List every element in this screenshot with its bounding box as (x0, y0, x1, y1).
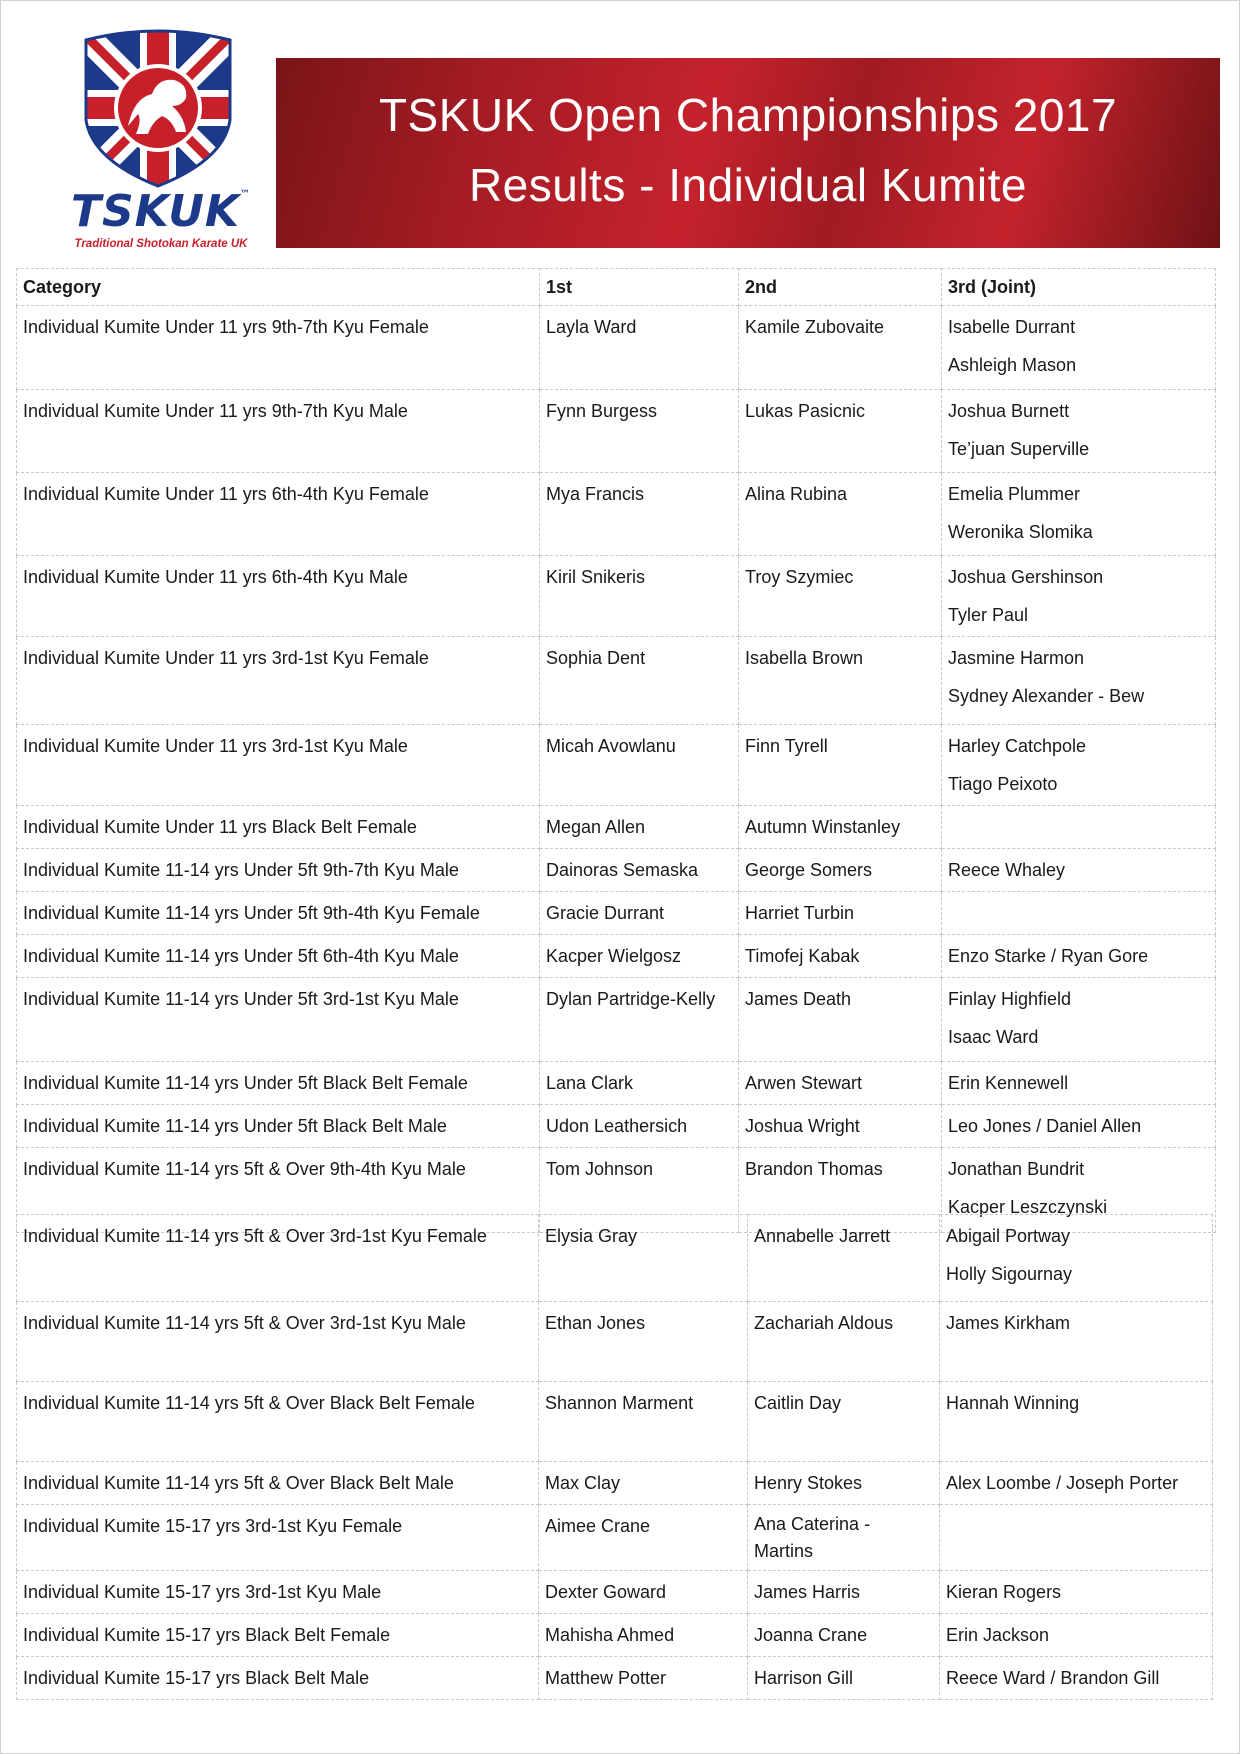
third-place-name: Harley Catchpole (948, 736, 1087, 756)
title-banner (276, 58, 1220, 248)
category-cell: Individual Kumite 15-17 yrs 3rd-1st Kyu Male (17, 1571, 539, 1614)
third-place-name: Alex Loombe / Joseph Porter (946, 1473, 1179, 1493)
third-place-cell (942, 849, 1216, 892)
third-place-name: Ashleigh Mason (948, 355, 1077, 375)
category-cell: Individual Kumite 15-17 yrs Black Belt Male (17, 1657, 539, 1700)
category-cell: Individual Kumite 11-14 yrs 5ft & Over Black Belt Male (17, 1462, 539, 1505)
third-place-cell (942, 892, 1216, 935)
category-cell: Individual Kumite Under 11 yrs Black Belt Female (17, 806, 540, 849)
shield-lion-icon (48, 28, 268, 188)
second-place-cell: Timofej Kabak (739, 935, 942, 978)
third-place-cell (942, 556, 1216, 637)
third-place-name: Jonathan Bundrit (948, 1159, 1085, 1179)
second-place-cell: Harriet Turbin (739, 892, 942, 935)
second-place-cell: James Death (739, 978, 942, 1062)
table-row (17, 637, 1216, 725)
table-row (17, 1062, 1216, 1105)
third-place-name: Abigail Portway (946, 1226, 1071, 1246)
third-place-name: Erin Jackson (946, 1625, 1050, 1645)
first-place-cell: Elysia Gray (539, 1215, 748, 1302)
table-row (17, 1657, 1213, 1700)
table-row (17, 978, 1216, 1062)
third-place-cell (940, 1215, 1213, 1302)
column-header-second: 2nd (739, 269, 942, 306)
second-place-cell: Lukas Pasicnic (739, 390, 942, 473)
first-place-cell: Shannon Marment (539, 1382, 748, 1462)
category-cell: Individual Kumite Under 11 yrs 6th-4th Kyu Female (17, 473, 540, 556)
first-place-cell: Tom Johnson (540, 1148, 739, 1233)
second-place-cell: Zachariah Aldous (748, 1302, 940, 1382)
second-place-cell: George Somers (739, 849, 942, 892)
second-place-cell: Joshua Wright (739, 1105, 942, 1148)
second-place-cell: Finn Tyrell (739, 725, 942, 806)
third-place-name: Weronika Slomika (948, 522, 1093, 542)
third-place-cell (940, 1382, 1213, 1462)
second-place-cell: Arwen Stewart (739, 1062, 942, 1105)
table-row (17, 473, 1216, 556)
table-row (17, 849, 1216, 892)
third-place-name: Emelia Plummer (948, 484, 1081, 504)
table-row (17, 1215, 1213, 1302)
page-subtitle: Results - Individual Kumite (468, 159, 1028, 211)
table-row (17, 1614, 1213, 1657)
category-cell: Individual Kumite Under 11 yrs 9th-7th Kyu Male (17, 390, 540, 473)
third-place-name: Joshua Burnett (948, 401, 1070, 421)
table-row (17, 556, 1216, 637)
category-cell: Individual Kumite 11-14 yrs 5ft & Over 3rd-1st Kyu Male (17, 1302, 539, 1382)
first-place-cell: Mahisha Ahmed (539, 1614, 748, 1657)
first-place-cell: Fynn Burgess (540, 390, 739, 473)
third-place-name: Kacper Leszczynski (948, 1197, 1108, 1217)
category-cell: Individual Kumite 11-14 yrs Under 5ft 9th-4th Kyu Female (17, 892, 540, 935)
third-place-cell (942, 1105, 1216, 1148)
first-place-cell: Lana Clark (540, 1062, 739, 1105)
third-place-name: Te’juan Superville (948, 439, 1090, 459)
category-cell: Individual Kumite 15-17 yrs 3rd-1st Kyu Female (17, 1505, 539, 1571)
third-place-name: Reece Whaley (948, 860, 1066, 880)
first-place-cell: Layla Ward (540, 306, 739, 390)
table-row (17, 892, 1216, 935)
table-row (17, 1462, 1213, 1505)
category-cell: Individual Kumite Under 11 yrs 9th-7th Kyu Female (17, 306, 540, 390)
logo-text: TSKUK (70, 186, 241, 237)
third-place-name: Reece Ward / Brandon Gill (946, 1668, 1160, 1688)
second-place-cell: Annabelle Jarrett (748, 1215, 940, 1302)
second-place-cell: Harrison Gill (748, 1657, 940, 1700)
category-cell: Individual Kumite 11-14 yrs Under 5ft 6th-4th Kyu Male (17, 935, 540, 978)
category-cell: Individual Kumite Under 11 yrs 3rd-1st Kyu Male (17, 725, 540, 806)
third-place-cell (942, 637, 1216, 725)
third-place-name: Jasmine Harmon (948, 648, 1085, 668)
third-place-name: Kieran Rogers (946, 1582, 1062, 1602)
first-place-cell: Udon Leathersich (540, 1105, 739, 1148)
third-place-cell (942, 390, 1216, 473)
third-place-name: Hannah Winning (946, 1393, 1080, 1413)
second-place-cell: Ana Caterina - Martins (748, 1505, 940, 1571)
first-place-cell: Mya Francis (540, 473, 739, 556)
second-place-cell: Henry Stokes (748, 1462, 940, 1505)
table-row (17, 725, 1216, 806)
second-place-cell: Alina Rubina (739, 473, 942, 556)
column-header-first: 1st (540, 269, 739, 306)
second-place-cell: Isabella Brown (739, 637, 942, 725)
logo-tagline: Traditional Shotokan Karate UK (74, 238, 248, 250)
third-place-name: Finlay Highfield (948, 989, 1072, 1009)
third-place-name: James Kirkham (946, 1313, 1071, 1333)
first-place-cell: Dylan Partridge-Kelly (540, 978, 739, 1062)
category-cell: Individual Kumite 11-14 yrs 5ft & Over Black Belt Female (17, 1382, 539, 1462)
tskuk-logo (48, 28, 268, 258)
first-place-cell: Max Clay (539, 1462, 748, 1505)
category-cell: Individual Kumite Under 11 yrs 3rd-1st Kyu Female (17, 637, 540, 725)
first-place-cell: Kiril Snikeris (540, 556, 739, 637)
table-row (17, 935, 1216, 978)
third-place-cell (942, 306, 1216, 390)
category-cell: Individual Kumite 11-14 yrs Under 5ft Black Belt Male (17, 1105, 540, 1148)
second-place-cell: Autumn Winstanley (739, 806, 942, 849)
first-place-cell: Sophia Dent (540, 637, 739, 725)
category-cell: Individual Kumite 11-14 yrs 5ft & Over 3rd-1st Kyu Female (17, 1215, 539, 1302)
second-place-cell: Troy Szymiec (739, 556, 942, 637)
third-place-cell (940, 1462, 1213, 1505)
second-place-cell: Caitlin Day (748, 1382, 940, 1462)
category-cell: Individual Kumite 11-14 yrs 5ft & Over 9th-4th Kyu Male (17, 1148, 540, 1233)
third-place-name: Sydney Alexander - Bew (948, 686, 1145, 706)
first-place-cell: Gracie Durrant (540, 892, 739, 935)
third-place-cell (940, 1571, 1213, 1614)
third-place-cell (940, 1505, 1213, 1571)
third-place-name: Leo Jones / Daniel Allen (948, 1116, 1142, 1136)
table-row (17, 1302, 1213, 1382)
third-place-cell (940, 1657, 1213, 1700)
third-place-cell (942, 935, 1216, 978)
first-place-cell: Matthew Potter (539, 1657, 748, 1700)
third-place-name: Erin Kennewell (948, 1073, 1069, 1093)
third-place-cell (942, 473, 1216, 556)
table-row (17, 806, 1216, 849)
table-row (17, 390, 1216, 473)
first-place-cell: Micah Avowlanu (540, 725, 739, 806)
third-place-cell (940, 1302, 1213, 1382)
category-cell: Individual Kumite 15-17 yrs Black Belt Female (17, 1614, 539, 1657)
table-row (17, 1382, 1213, 1462)
third-place-name: Tiago Peixoto (948, 774, 1058, 794)
first-place-cell: Kacper Wielgosz (540, 935, 739, 978)
second-place-cell: James Harris (748, 1571, 940, 1614)
second-place-cell: Joanna Crane (748, 1614, 940, 1657)
second-place-cell: Kamile Zubovaite (739, 306, 942, 390)
table-row (17, 1105, 1216, 1148)
first-place-cell: Aimee Crane (539, 1505, 748, 1571)
page-title: TSKUK Open Championships 2017 (378, 89, 1118, 141)
third-place-name: Isaac Ward (948, 1027, 1039, 1047)
category-cell: Individual Kumite 11-14 yrs Under 5ft 9th-7th Kyu Male (17, 849, 540, 892)
column-header-category: Category (17, 269, 540, 306)
column-header-third: 3rd (Joint) (942, 269, 1216, 306)
third-place-cell (940, 1614, 1213, 1657)
table-row (17, 306, 1216, 390)
third-place-name: Tyler Paul (948, 605, 1029, 625)
results-table (16, 268, 1216, 1233)
category-cell: Individual Kumite Under 11 yrs 6th-4th Kyu Male (17, 556, 540, 637)
second-place-cell: Brandon Thomas (739, 1148, 942, 1233)
first-place-cell: Dexter Goward (539, 1571, 748, 1614)
table-row (17, 1505, 1213, 1571)
third-place-cell (942, 1062, 1216, 1105)
third-place-cell (942, 978, 1216, 1062)
third-place-name: Joshua Gershinson (948, 567, 1104, 587)
third-place-cell (942, 725, 1216, 806)
third-place-name: Holly Sigournay (946, 1264, 1073, 1284)
first-place-cell: Ethan Jones (539, 1302, 748, 1382)
table-header-row (17, 269, 1216, 306)
first-place-cell: Megan Allen (540, 806, 739, 849)
third-place-name: Isabelle Durrant (948, 317, 1076, 337)
category-cell: Individual Kumite 11-14 yrs Under 5ft 3rd-1st Kyu Male (17, 978, 540, 1062)
logo-wordmark: TSKUK™ (70, 186, 252, 237)
third-place-name: Enzo Starke / Ryan Gore (948, 946, 1149, 966)
category-cell: Individual Kumite 11-14 yrs Under 5ft Black Belt Female (17, 1062, 540, 1105)
first-place-cell: Dainoras Semaska (540, 849, 739, 892)
third-place-cell (942, 806, 1216, 849)
results-table-continued (16, 1214, 1213, 1700)
table-row (17, 1571, 1213, 1614)
